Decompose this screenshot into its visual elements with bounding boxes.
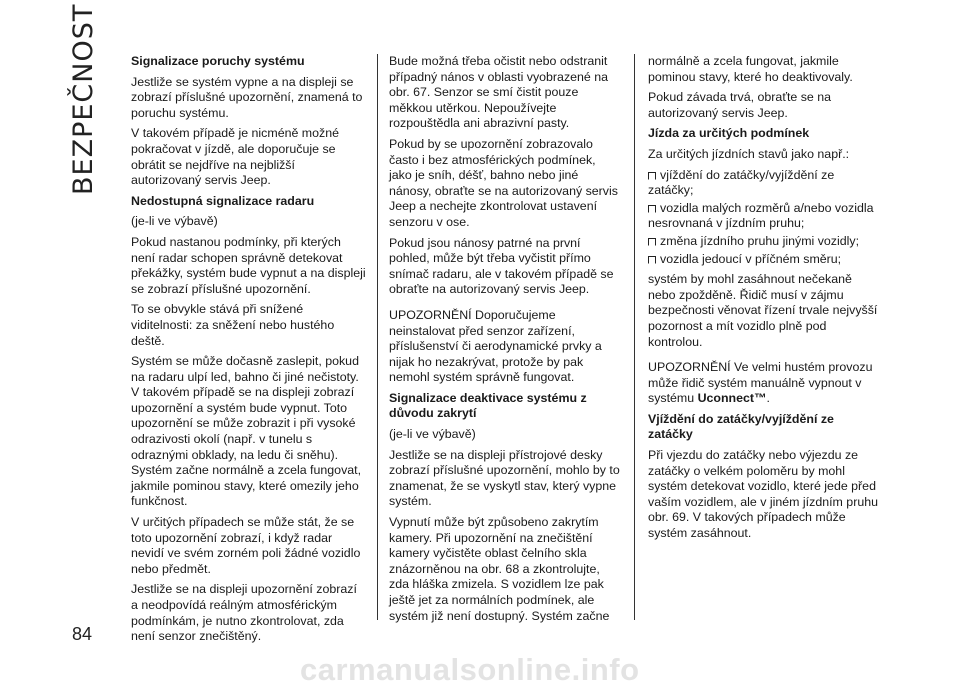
- column-2: [389, 54, 621, 629]
- paragraph: To se obvykle stává při snížené viditelnosti: za sněžení nebo hustého deště.: [131, 302, 335, 348]
- list-item: vjíždění do zatáčky/vyjíždění ze zatáčky;: [648, 167, 835, 198]
- column-divider: [634, 54, 635, 620]
- heading-deactivation-signal: Signalizace deaktivace systému z důvodu zakrytí: [389, 390, 587, 421]
- column-3: [648, 54, 880, 547]
- paragraph: V takovém případě je nicméně možné pokračovat v jízdě, ale doporučuje se obrátit se nejdříve na nejbližší autorizovaný servis Jeep.: [131, 126, 339, 188]
- paragraph: Pokud by se upozornění zobrazovalo často i bez atmosférických podmínek, jako je sníh, déšť, bahno nebo jiné nánosy, obraťte se na autorizovaný servis Jeep a nechejte zkontrolovat ustavení senzoru v ose.: [389, 136, 618, 229]
- heading-driving-conditions: Jízda za určitých podmínek: [648, 126, 810, 141]
- paragraph: Při vjezdu do zatáčky nebo výjezdu ze zatáčky o velkém poloměru by mohl systém detekovat vozidlo, které jede před vaším vozidlem, ale v jiném jízdním pruhu obr. 69. V takových případech může systém zasáhnout.: [648, 448, 879, 541]
- section-title: BEZPEČNOST: [68, 3, 99, 195]
- heading-curves: Vjíždění do zatáčky/vyjíždění ze zatáčky: [648, 411, 834, 442]
- bullet-icon: [648, 205, 656, 213]
- list-item: změna jízdního pruhu jinými vozidly;: [648, 234, 880, 250]
- warning-note: UPOZORNĚNÍ Doporučujeme neinstalovat před senzor zařízení, příslušenství či aerodynamické prvky a nijak ho nezakrývat, protože by pak nemohl systém správně fungovat.: [389, 307, 602, 385]
- paragraph: Jestliže se na displeji přístrojové desky zobrazí příslušné upozornění, mohlo by to znamenat, že se vyskytl stav, který vypne systém.: [389, 447, 620, 509]
- bullet-icon: [648, 238, 656, 246]
- paragraph: Za určitých jízdních stavů jako např.:: [648, 146, 850, 161]
- heading-fault-signal: Signalizace poruchy systému: [131, 54, 305, 68]
- paragraph: Pokud nastanou podmínky, při kterých není radar schopen správně detekovat překážky, systém bude vypnut a na displeji se zobrazí příslušné upozornění.: [131, 234, 366, 296]
- paragraph: Pokud závada trvá, obraťte se na autorizovaný servis Jeep.: [648, 90, 832, 120]
- list-item: vozidla malých rozměrů a/nebo vozidla nesrovnaná v jízdním pruhu;: [648, 200, 874, 231]
- paragraph: Jestliže se systém vypne a na displeji se zobrazí příslušné upozornění, znamená to poruchu systému.: [131, 74, 363, 120]
- watermark: carmanualsonline.info: [300, 652, 640, 687]
- warning-note: UPOZORNĚNÍ Ve velmi hustém provozu může řidič systém manuálně vypnout v systému Uconnect™.: [648, 360, 873, 406]
- uconnect-label: Uconnect™: [697, 391, 767, 406]
- list-item: vozidla jedoucí v příčném směru;: [648, 252, 880, 268]
- bullet-icon: [648, 172, 656, 180]
- paragraph: normálně a zcela fungovat, jakmile pominou stavy, které ho deaktivovaly.: [648, 54, 853, 84]
- paragraph: Bude možná třeba očistit nebo odstranit případný nános v oblasti vyobrazené na obr. 67. Senzor se smí čistit pouze měkkou utěrkou. Nepoužívejte rozpouštědla ani abrazivní pasty.: [389, 54, 609, 131]
- paragraph: Systém se může dočasně zaslepit, pokud na radaru ulpí led, bahno či jiné nečistoty. V takovém případě se na displeji zobrazí upozornění a systém bude vypnut. Toto upozornění se může zobrazit i při vysoké odrazivosti okolí (např. v tunelu s odraznými obklady, na ledu či sněhu). Systém začne normálně a zcela fungovat, jakmile pominou stavy, které omezily jeho funkčnost.: [131, 354, 362, 509]
- paragraph: Jestliže se na displeji upozornění zobrazí a neodpovídá reálným atmosférickým podmínkám, je nutno zkontrolovat, zda není senzor znečištěný.: [131, 582, 357, 644]
- paragraph: Vypnutí může být způsobeno zakrytím kamery. Při upozornění na znečištění kamery vyčistěte oblast čelního skla znázorněnou na obr. 68 a zkontrolujte, zda hláška zmizela. S vozidlem lze pak ještě jet za normálních podmínek, ale systém již není dostupný. Systém začne: [389, 515, 610, 623]
- paragraph: (je-li ve výbavě): [389, 427, 476, 442]
- paragraph: V určitých případech se může stát, že se toto upozornění zobrazí, i když radar nevidí ve svém zorném poli žádné vozidlo nebo předmět.: [131, 515, 361, 576]
- bullet-icon: [648, 256, 656, 264]
- column-1: [131, 54, 366, 650]
- column-divider: [377, 54, 378, 620]
- page-number: 84: [72, 624, 93, 644]
- paragraph: (je-li ve výbavě): [131, 214, 218, 229]
- heading-radar-unavailable: Nedostupná signalizace radaru: [131, 193, 315, 208]
- paragraph: Pokud jsou nánosy patrné na první pohled, může být třeba vyčistit přímo snímač radaru, ale v takovém případě se obraťte na autorizovaný servis Jeep.: [389, 235, 614, 297]
- paragraph: systém by mohl zasáhnout nečekaně nebo zpožděně. Řidič musí v zájmu bezpečnosti věnovat řízení trvale nejvyšší pozornost a mít vozidlo plně pod kontrolou.: [648, 272, 878, 349]
